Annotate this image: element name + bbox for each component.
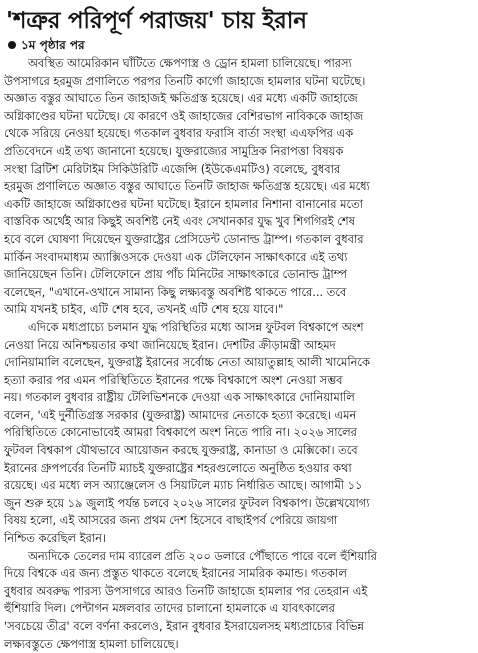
article-line: 'সবচেয়ে তীব্র' বলে বর্ণনা করলেও, ইরান বুধবার ইসরায়েলসহ মধ্যপ্রাচ্যের বিভিন্ন: [4, 619, 364, 633]
article-line: রয়েছে। এর মধ্যে লস অ্যাঞ্জেলেস ও সিয়াটলে ম্যাচ নির্ধারিত আছে। আগামী ১১: [4, 478, 363, 493]
article-body: [4, 55, 473, 653]
article-line: জুন শুরু হয়ে ১৯ জুলাই পর্যন্ত চলবে ২০২৬ সালের ফুটবল বিশ্বকাপ। উল্লেখযোগ্য: [4, 495, 370, 510]
article-line: বুধবার অবরুদ্ধ পারস্য উপসাগরে আরও তিনটি জাহাজে হামলার পর তেহরান এই: [4, 583, 368, 598]
article-line: বাস্তবিক অর্থেই আর কিছুই অবশিষ্ট নেই এবং সেখানকার যুদ্ধ খুব শিগগিরই শেষ: [4, 214, 355, 229]
article-line: দোনিয়ামালি বলেছেন, যুক্তরাষ্ট্র ইরানের সর্বোচ্চ নেতা আয়াতুল্লাহ আলী খামেনিকে: [4, 355, 370, 370]
article-line: বলেছেন, "এখানে-ওখানে সামান্য কিছু লক্ষ্যবস্তু অবশিষ্ট থাকতে পারে... তবে: [4, 284, 347, 299]
article-line: অগ্নিকাণ্ডের ঘটনা ঘটেছে। যে কারণে ওই জাহাজের বেশিরভাগ নাবিককে জাহাজ: [4, 108, 364, 123]
article-line: নয়। গতকাল বুধবার রাষ্ট্রীয় টেলিভিশনকে দেওয়া এক সাক্ষাৎকারে দোনিয়ামালি: [4, 390, 355, 405]
article-line: একটি জাহাজে অগ্নিকাণ্ডের ঘটনা ঘটেছে। ইরানে হামলার নিশানা বানানোর মতো: [4, 196, 363, 211]
continuation-label: ১ম পৃষ্ঠার পর: [21, 38, 85, 52]
article-line: হুঁশিয়ারি দিল। পেন্টাগন মঙ্গলবার তাদের চালানো হামলাকে এ যাবৎকালের: [4, 601, 335, 616]
article-line: ফুটবল বিশ্বকাপ যৌথভাবে আয়োজন করছে যুক্তরাষ্ট্র, কানাডা ও মেক্সিকো। তবে: [4, 443, 358, 458]
article-line: লক্ষ্যবস্তুতে ক্ষেপণাস্ত্র হামলা চালিয়েছে।: [4, 636, 179, 651]
article-line: হরমুজ প্রণালিতে অজ্ঞাত বস্তুর আঘাতে তিনটি জাহাজ ক্ষতিগ্রস্ত হয়েছে। এর মধ্যে: [4, 179, 370, 194]
article-line: জানিয়েছেন তিনি। টেলিফোনে প্রায় পাঁচ মিনিটের সাক্ষাৎকারে ডোনাল্ড ট্রাম্প: [4, 267, 347, 282]
article-line: হত্যা করার পর এমন পরিস্থিতিতে ইরানের পক্ষে বিশ্বকাপে অংশ নেওয়া সম্ভব: [4, 372, 343, 387]
article-line: প্রতিবেদনে এই তথ্য জানানো হয়েছে। যুক্তরাজ্যের সামুদ্রিক নিরাপত্তা বিষয়ক: [4, 143, 344, 158]
article-line: বলেন, 'এই দুর্নীতিগ্রস্ত সরকার (যুক্তরাষ্ট্র) আমাদের নেতাকে হত্যা করেছে। এমন: [4, 407, 357, 422]
article-line: এদিকে মধ্যপ্রাচ্যে চলমান যুদ্ধ পরিস্থিতির মধ্যে আসন্ন ফুটবল বিশ্বকাপে অংশ: [28, 319, 364, 334]
article-line: মার্কিন সংবাদমাধ্যম অ্যাক্সিওসকে দেওয়া এক টেলিফোন সাক্ষাৎকারে এই তথ্য: [4, 249, 348, 264]
bullet-icon: [8, 41, 16, 49]
article-line: সংস্থা ব্রিটিশ মেরিটাইম সিকিউরিটি এজেন্সি (ইউকেএমটিও) বলেছে, বুধবার: [4, 161, 341, 176]
article-line: হবে বলে ঘোষণা দিয়েছেন যুক্তরাষ্ট্রের প্রেসিডেন্ট ডোনাল্ড ট্রাম্প। গতকাল বুধবার: [4, 231, 364, 246]
article-line: নিশ্চিত করেছিল ইরান।: [4, 531, 106, 546]
article-line: অজ্ঞাত বস্তুর আঘাতে তিন জাহাজই ক্ষতিগ্রস্ত হয়েছে। এর মধ্যে একটি জাহাজে: [4, 91, 358, 106]
headline: 'শত্রুর পরিপূর্ণ পরাজয়' চায় ইরান: [6, 8, 307, 34]
article-line: আমি যখনই চাইব, এটি শেষ হবে, তখনই এটি শেষ হয়ে যাবে।": [4, 302, 284, 317]
article-line: থেকে সরিয়ে নেওয়া হয়েছে। গতকাল বুধবার ফরাসি বার্তা সংস্থা এএফপির এক: [4, 126, 354, 141]
article-line: অবস্থিত আমেরিকান ঘাঁটিতে ক্ষেপণাস্ত্র ও ড্রোন হামলা চালিয়েছে। পারস্য: [28, 56, 352, 70]
article-line: ইরানের গ্রুপপর্বের তিনটি ম্যাচই যুক্তরাষ্ট্রের শহরগুলোতে অনুষ্ঠিত হওয়ার কথা: [4, 460, 352, 475]
article-line: অন্যদিকে তেলের দাম ব্যারেল প্রতি ২০০ ডলারে পৌঁছাতে পারে বলে হুঁশিয়ারি: [28, 548, 377, 563]
article-line: বিষয় হলো, এই আসরের জন্য প্রথম দেশ হিসেবে বাছাইপর্ব পেরিয়ে জায়গা: [4, 513, 338, 528]
article-line: পরিস্থিতিতে কোনোভাবেই আমরা বিশ্বকাপে অংশ নিতে পারি না। ২০২৬ সালের: [4, 425, 357, 440]
article-line: নেওয়া নিয়ে অনিশ্চয়তার কথা জানিয়েছে ইরান। দেশটির ক্রীড়ামন্ত্রী আহমদ: [4, 337, 336, 352]
article-line: উপসাগরে হরমুজ প্রণালিতে পরপর তিনটি কার্গো জাহাজে হামলার ঘটনা ঘটেছে।: [4, 73, 366, 88]
article-line: দিয়ে বিশ্বকে এর জন্য প্রস্তুত থাকতে বলেছে ইরানের সামরিক কমান্ড। গতকাল: [4, 566, 347, 581]
continuation-marker: [6, 37, 85, 53]
